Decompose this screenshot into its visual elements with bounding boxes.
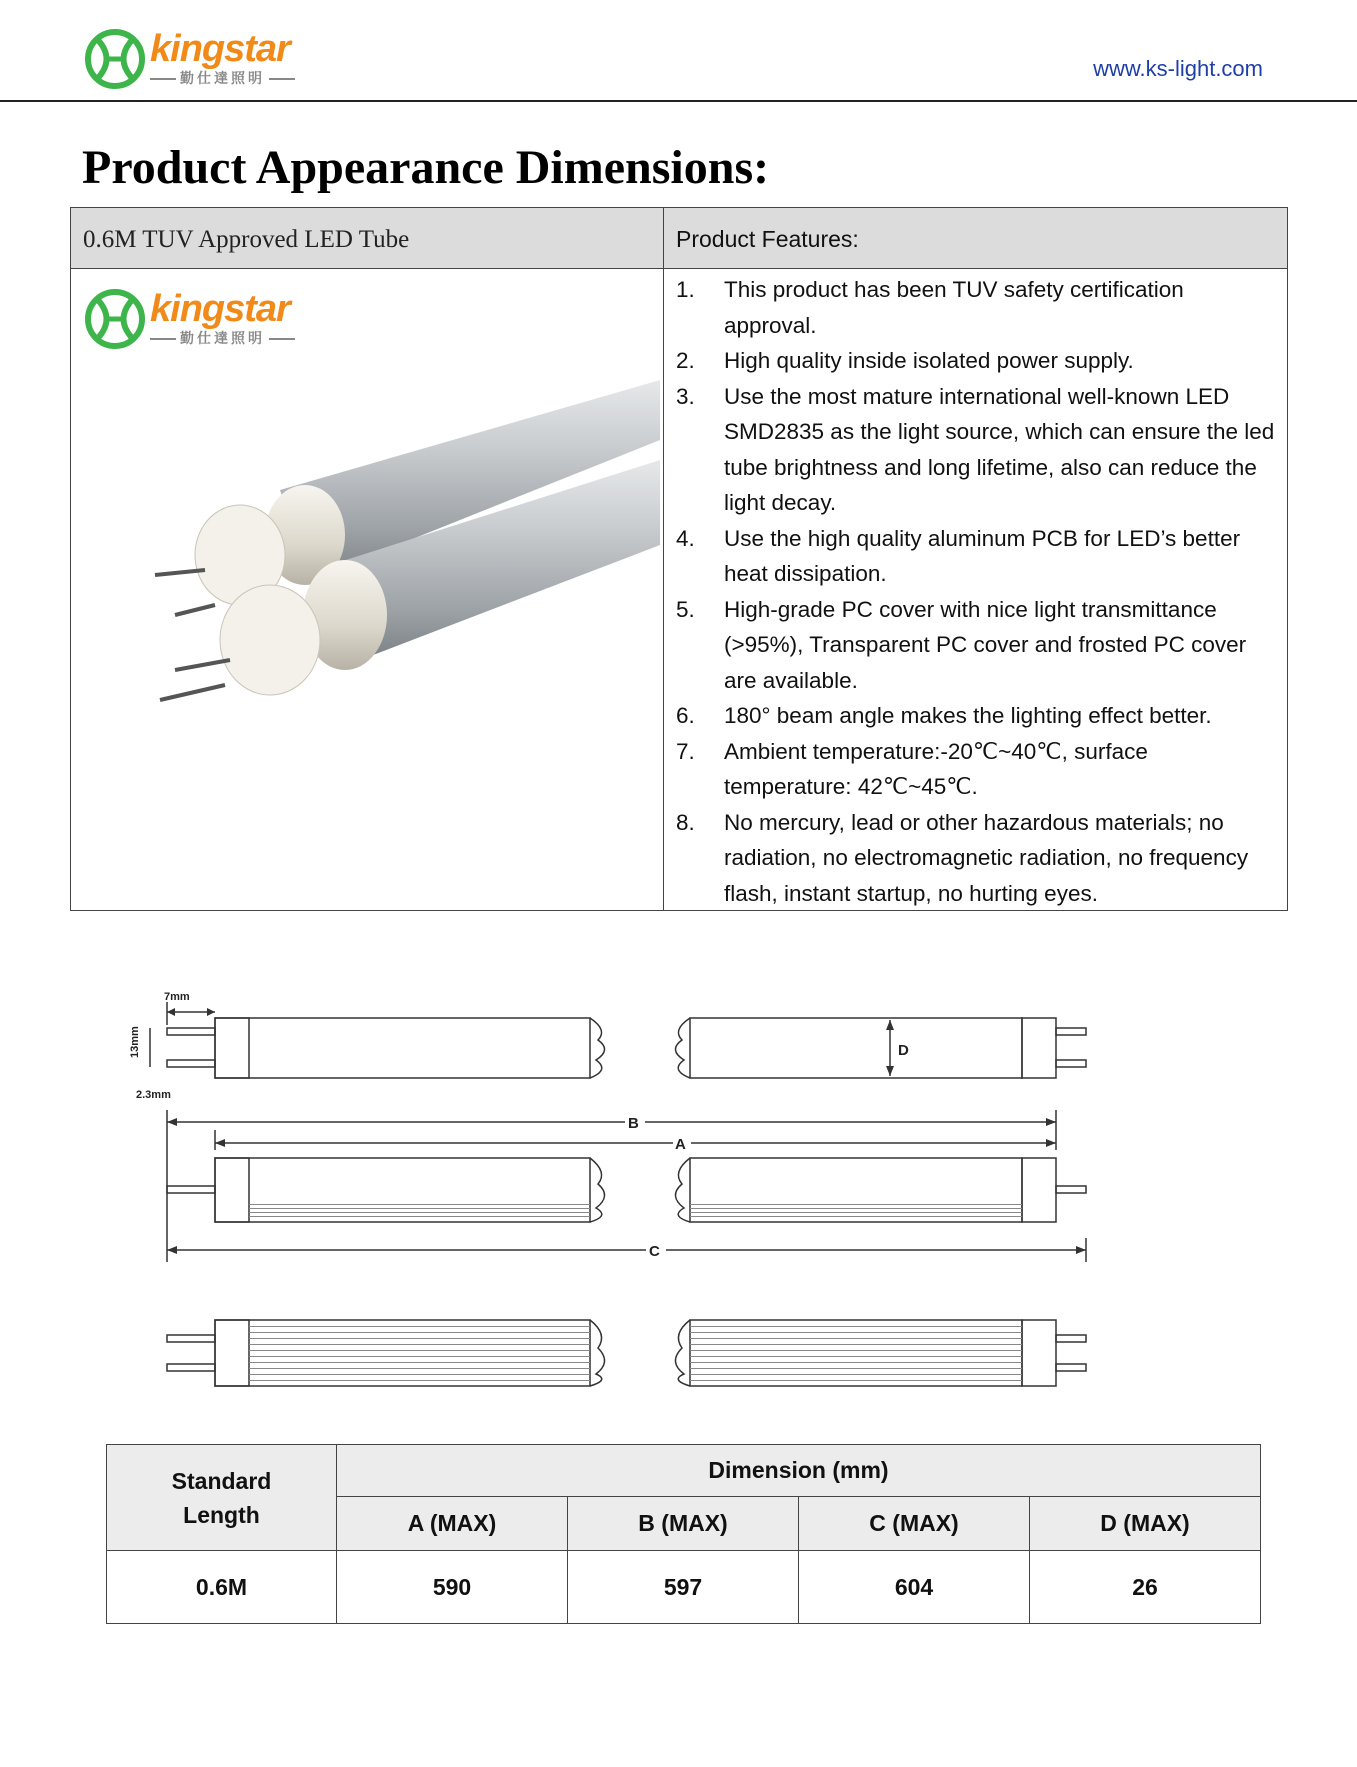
dimension-header: Dimension (mm) (337, 1445, 1261, 1497)
dimension-table (106, 1444, 1261, 1624)
col-c-header: C (MAX) (799, 1497, 1030, 1551)
feature-item: 5. High-grade PC cover with nice light transmittance (>95%), Transparent PC cover and frosted PC cover are available. (676, 596, 1247, 693)
c-cell: 604 (799, 1551, 1030, 1624)
tube-ribs (249, 1204, 1022, 1381)
feature-item: 1. This product has been TUV safety certification approval. (676, 277, 1184, 338)
feature-item: 7. Ambient temperature:-20℃~40℃, surface temperature: 42℃~45℃. (676, 738, 1148, 799)
brand-name: kingstar (150, 288, 290, 330)
dimension-diagram (120, 980, 1250, 1400)
d-cell: 26 (1030, 1551, 1261, 1624)
dim-label-a: A (675, 1136, 686, 1153)
features-title: Product Features: (676, 226, 859, 252)
dim-label-2-3mm: 2.3mm (136, 1089, 171, 1101)
brand-name: kingstar (150, 28, 290, 70)
header-divider (0, 100, 1357, 102)
dim-label-7mm: 7mm (164, 991, 190, 1003)
kingstar-logo-icon (84, 28, 148, 90)
col-b-header: B (MAX) (568, 1497, 799, 1551)
brand-subtitle: 勤仕達照明 (146, 68, 299, 88)
column-divider (663, 208, 664, 910)
dim-label-b: B (628, 1115, 639, 1132)
product-name: 0.6M TUV Approved LED Tube (83, 226, 410, 253)
col-a-header: A (MAX) (337, 1497, 568, 1551)
brand-logo (84, 28, 314, 90)
dim-label-c: C (649, 1243, 660, 1260)
led-tube-photo (80, 330, 660, 800)
feature-item: 6. 180° beam angle makes the lighting effect better. (676, 703, 1212, 728)
col-d-header: D (MAX) (1030, 1497, 1261, 1551)
product-name-header (71, 208, 663, 269)
dim-label-d: D (898, 1042, 909, 1059)
table-row (107, 1551, 1261, 1624)
page-title: Product Appearance Dimensions: (82, 141, 770, 194)
feature-item: 8. No mercury, lead or other hazardous materials; no radiation, no electromagnetic radiation, no frequency flash, instant startup, no hurting eyes. (676, 809, 1249, 906)
b-cell: 597 (568, 1551, 799, 1624)
feature-item: 3. Use the most mature international well-known LED SMD2835 as the light source, which can ensure the led tube brightness and long lifetime, also can reduce the light decay. (676, 383, 1275, 515)
dim-label-13mm: 13mm (129, 1026, 141, 1058)
feature-list (676, 272, 1281, 911)
feature-item: 2. High quality inside isolated power supply. (676, 348, 1134, 373)
brand-subtitle: 勤仕達照明 (146, 328, 299, 348)
feature-item: 4. Use the high quality aluminum PCB for LED’s better heat dissipation. (676, 525, 1241, 586)
standard-length-header: Standard Length (107, 1445, 337, 1551)
page-header (0, 0, 1357, 102)
length-cell: 0.6M (107, 1551, 337, 1624)
website-link[interactable]: www.ks-light.com (1093, 56, 1263, 81)
a-cell: 590 (337, 1551, 568, 1624)
